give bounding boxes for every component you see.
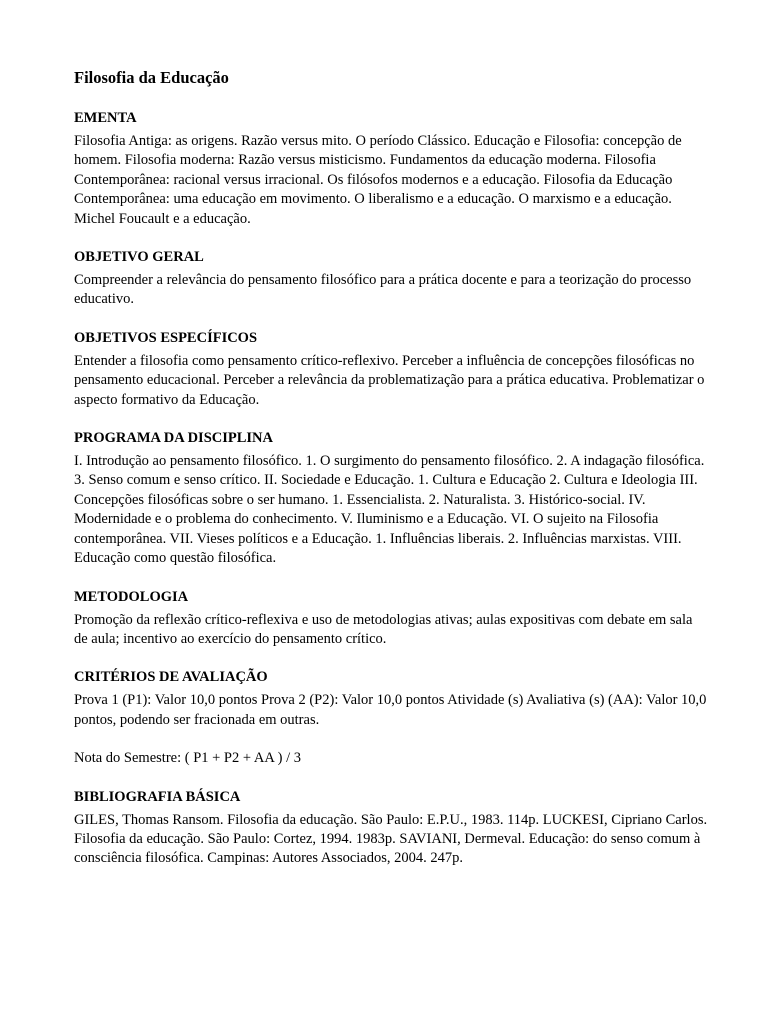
section-objetivo-geral	[74, 248, 708, 310]
section-objetivos-especificos	[74, 329, 708, 410]
objetivo-geral-body: Compreender a relevância do pensamento filosófico para a prática docente e para a teorização do processo educativo.	[74, 272, 692, 308]
bibliografia-heading: BIBLIOGRAFIA BÁSICA	[74, 788, 241, 805]
section-ementa	[74, 109, 708, 229]
objetivos-especificos-heading: OBJETIVOS ESPECÍFICOS	[74, 329, 258, 346]
ementa-body: Filosofia Antiga: as origens. Razão versus mito. O período Clássico. Educação e Filosofia: concepção de homem. Filosofia moderna: Razão versus misticismo. Fundamentos da educação moderna. Filosofia Contemporânea: racional versus irracional. Os filósofos modernos e a educação. Filosofia da Educação Contemporânea: uma educação em movimento. O liberalismo e a educação. O marxismo e a educação. Michel Foucault e a educação.	[74, 133, 682, 227]
section-avaliacao	[74, 668, 708, 768]
programa-body: I. Introdução ao pensamento filosófico. 1. O surgimento do pensamento filosófico. 2. A indagação filosófica. 3. Senso comum e senso crítico. II. Sociedade e Educação. 1. Cultura e Educação 2. Cultura e Ideologia III. Concepções filosóficas sobre o ser humano. 1. Essencialista. 2. Naturalista. 3. Histórico-social. IV. Modernidade e o problema do conhecimento. V. Iluminismo e a Educação. VI. O sujeito na Filosofia contemporânea. VII. Vieses políticos e a Educação. 1. Influências liberais. 2. Influências marxistas. VIII. Educação como questão filosófica.	[74, 453, 705, 567]
programa-heading: PROGRAMA DA DISCIPLINA	[74, 430, 273, 447]
objetivos-especificos-body: Entender a filosofia como pensamento crítico-reflexivo. Perceber a influência de concepções filosóficas no pensamento educacional. Perceber a relevância da problematização para a prática educativa. Problematizar o aspecto formativo da Educação.	[74, 352, 705, 408]
metodologia-body: Promoção da reflexão crítico-reflexiva e uso de metodologias ativas; aulas expositivas com debate em sala de aula; incentivo ao exercício do pensamento crítico.	[74, 611, 693, 647]
bibliografia-body: GILES, Thomas Ransom. Filosofia da educação. São Paulo: E.P.U., 1983. 114p. LUCKESI, Cipriano Carlos. Filosofia da educação. São Paulo: Cortez, 1994. 1983p. SAVIANI, Dermeval. Educação: do senso comum à consciência filosófica. Campinas: Autores Associados, 2004. 247p.	[74, 811, 708, 867]
document-title: Filosofia da Educação	[74, 68, 229, 87]
objetivo-geral-heading: OBJETIVO GERAL	[74, 249, 204, 266]
section-metodologia	[74, 588, 708, 650]
avaliacao-formula: Nota do Semestre: ( P1 + P2 + AA ) / 3	[74, 750, 302, 767]
avaliacao-body: Prova 1 (P1): Valor 10,0 pontos Prova 2 (P2): Valor 10,0 pontos Atividade (s) Avaliativa (s) (AA): Valor 10,0 pontos, podendo ser fracionada em outras.	[74, 692, 707, 728]
avaliacao-heading: CRITÉRIOS DE AVALIAÇÃO	[74, 669, 268, 686]
section-bibliografia	[74, 788, 708, 869]
metodologia-heading: METODOLOGIA	[74, 588, 189, 605]
section-programa	[74, 429, 708, 568]
ementa-heading: EMENTA	[74, 110, 137, 126]
